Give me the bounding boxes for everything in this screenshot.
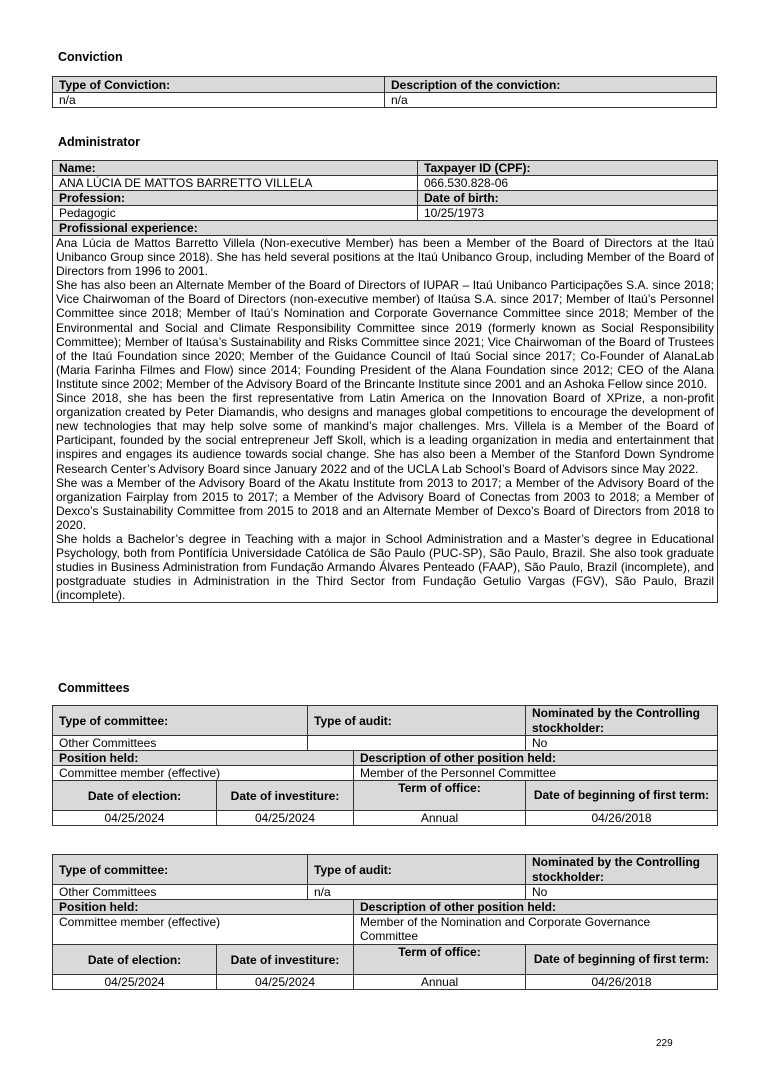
description-other-value: Member of the Personnel Committee	[354, 766, 718, 781]
experience-paragraph: She was a Member of the Advisory Board of the Akatu Institute from 2013 to 2017; a Member of the Advisory Board of the organization Fairplay from 2015 to 2017; a Member of the Advisory Board of Conectas from 2003 to 2018; a Member of Dexco’s Sustainability Committee from 2015 to 2018 and an Alternate Member of Dexco’s Board of Directors from 2018 to 2020.	[56, 475, 714, 532]
type-committee-label: Type of committee:	[53, 855, 308, 885]
committee-table	[52, 854, 718, 990]
page-number: 229	[656, 1038, 673, 1049]
investiture-label: Date of investiture:	[217, 945, 354, 975]
conviction-section-title: Conviction	[58, 50, 123, 64]
type-committee-label: Type of committee:	[53, 706, 308, 736]
investiture-value: 04/25/2024	[217, 811, 354, 826]
investiture-value: 04/25/2024	[217, 975, 354, 990]
type-audit-label: Type of audit:	[308, 855, 526, 885]
nominated-label: Nominated by the Controlling stockholder:	[526, 855, 718, 885]
term-label: Term of office:	[354, 781, 526, 811]
election-label: Date of election:	[53, 781, 217, 811]
dob-label: Date of birth:	[418, 191, 718, 206]
administrator-table	[52, 160, 718, 603]
experience-label: Profissional experience:	[53, 221, 718, 236]
experience-paragraph: Ana Lúcia de Mattos Barretto Villela (Non-executive Member) has been a Member of the Board of Directors at the Itaú Unibanco Group since 2018). She has held several positions at the Itaú Unibanco Group, including Member of the Board of Directors from 1996 to 2001.	[56, 236, 714, 279]
type-audit-value	[308, 736, 526, 751]
administrator-section-title: Administrator	[58, 135, 140, 149]
first-term-label: Date of beginning of first term:	[526, 945, 718, 975]
position-label: Position held:	[53, 900, 354, 915]
first-term-value: 04/26/2018	[526, 811, 718, 826]
election-value: 04/25/2024	[53, 975, 217, 990]
committee-table	[52, 705, 718, 826]
description-other-label: Description of other position held:	[354, 900, 718, 915]
type-committee-value: Other Committees	[53, 736, 308, 751]
name-value: ANA LÚCIA DE MATTOS BARRETTO VILLELA	[53, 176, 418, 191]
name-label: Name:	[53, 161, 418, 176]
experience-paragraph: She holds a Bachelor’s degree in Teaching with a major in School Administration and a Master’s degree in Educational Psychology, both from Pontifícia Universidade Católica de São Paulo (PUC-SP), São Paulo, Brazil. She also took graduate studies in Business Administration from Fundação Armando Álvares Penteado (FAAP), São Paulo, Brazil (incomplete), and postgraduate studies in Administration in the Third Sector from Fundação Getulio Vargas (FGV), São Paulo, Brazil (incomplete).	[56, 531, 714, 603]
term-value: Annual	[354, 811, 526, 826]
term-label: Term of office:	[354, 945, 526, 975]
election-label: Date of election:	[53, 945, 217, 975]
type-audit-label: Type of audit:	[308, 706, 526, 736]
investiture-label: Date of investiture:	[217, 781, 354, 811]
nominated-value: No	[526, 736, 718, 751]
conviction-table	[52, 76, 717, 108]
dob-value: 10/25/1973	[418, 206, 718, 221]
experience-paragraph: She has also been an Alternate Member of the Board of Directors of IUPAR – Itaú Unibanco Participações S.A. since 2018; Vice Chairwoman of the Board of Directors (non-executive member) of Itaúsa S.A. since 2017; Member of Itaú’s Personnel Committee since 2018; Member of Itaú’s Nomination and Corporate Governance Committee since 2018; Member of the Environmental and Social and Climate Responsibility Committee since 2019 (formerly known as Social Responsibility Committee); Member of Itaúsa’s Sustainability and Risks Committee since 2021; Vice Chairwoman of the Board of Trustees of the Itaú Foundation since 2020; Member of the Guidance Council of Itaú Social since 2017; Co-Founder of AlanaLab (Maria Farinha Filmes and Flow) since 2014; Founding President of the Alana Foundation since 2012; CEO of the Alana Institute since 2002; Member of the Advisory Board of the Brincante Institute since 2001 and an Ashoka Fellow since 2010.	[56, 278, 714, 391]
nominated-label: Nominated by the Controlling stockholder:	[526, 706, 718, 736]
first-term-label: Date of beginning of first term:	[526, 781, 718, 811]
position-label: Position held:	[53, 751, 354, 766]
first-term-value: 04/26/2018	[526, 975, 718, 990]
term-value: Annual	[354, 975, 526, 990]
election-value: 04/25/2024	[53, 811, 217, 826]
conviction-description-header: Description of the conviction:	[385, 77, 717, 93]
position-value: Committee member (effective)	[53, 915, 354, 945]
description-other-value: Member of the Nomination and Corporate Governance Committee	[354, 915, 718, 945]
description-other-label: Description of other position held:	[354, 751, 718, 766]
type-committee-value: Other Committees	[53, 885, 308, 900]
conviction-type-value: n/a	[53, 93, 385, 108]
profession-label: Profession:	[53, 191, 418, 206]
experience-paragraph: Since 2018, she has been the first representative from Latin America on the Innovation Board of XPrize, a non-profit organization created by Peter Diamandis, who designs and manages global competitions to encourage the development of new technologies that may help solve some of mankind’s major challenges. Mrs. Villela is a Member of the Board of Participant, founded by the social entrepreneur Jeff Skoll, which is a leading organization in media and entertainment that inspires and engages its audience towards social change. She has also been a Member of the Stanford Down Syndrome Research Center’s Advisory Board since January 2022 and of the UCLA Lab School’s Board of Advisors since May 2022.	[56, 391, 714, 476]
cpf-value: 066.530.828-06	[418, 176, 718, 191]
committees-section-title: Committees	[58, 681, 130, 695]
experience-text	[53, 236, 718, 603]
nominated-value: No	[526, 885, 718, 900]
profession-value: Pedagogic	[53, 206, 418, 221]
conviction-type-header: Type of Conviction:	[53, 77, 385, 93]
position-value: Committee member (effective)	[53, 766, 354, 781]
type-audit-value: n/a	[308, 885, 526, 900]
cpf-label: Taxpayer ID (CPF):	[418, 161, 718, 176]
conviction-description-value: n/a	[385, 93, 717, 108]
